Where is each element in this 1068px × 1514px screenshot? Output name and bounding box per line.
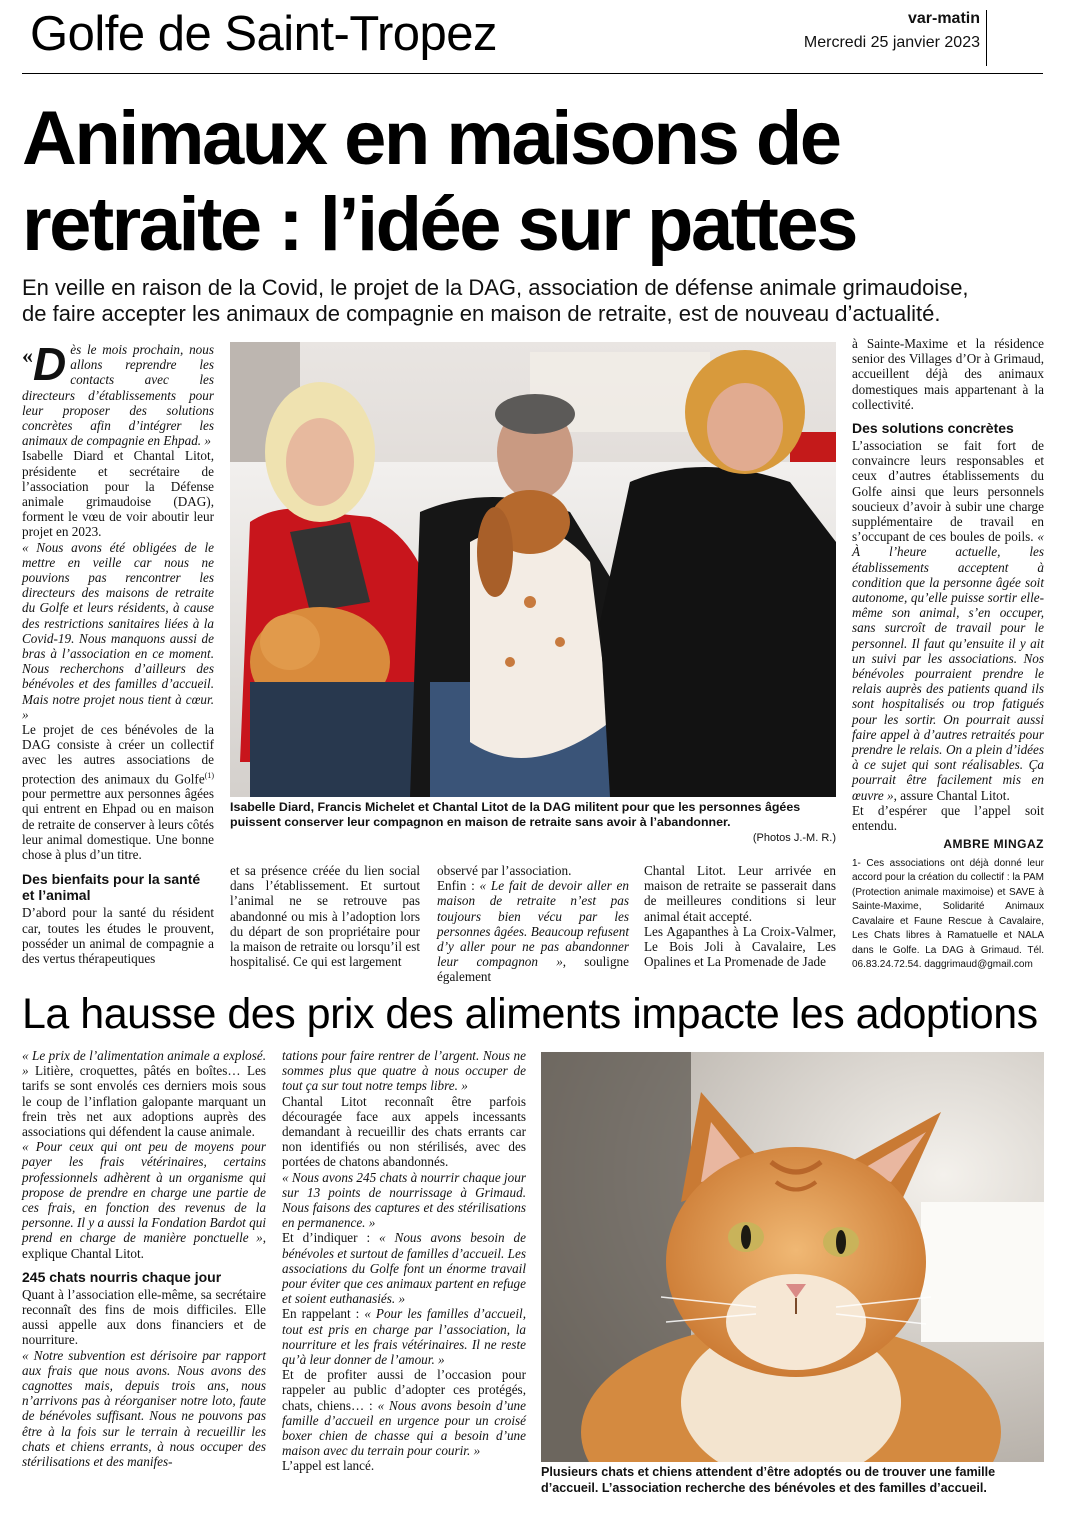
paragraph-text: Et d’indiquer : [282,1230,380,1246]
article-standfirst [22,275,1052,327]
article1-column-1 [22,338,214,966]
cat-photo-illustration [541,1052,1044,1462]
paragraph-quote: « Pour ceux qui ont peu de moyens pour payer les frais vétérinaires, certains professionnels adhèrent à un organisme qui propose de prendre en charge une partie de ces frais, en fonction des revenus de la personne. Il y a aussi la Fondation Bardot qui prend en charge de manière ponctuelle » [22,1139,266,1246]
paragraph-text: , assure Chantal Litot. [893,787,1010,803]
paragraph-text: pour permettre aux personnes âgées qui entrent en Ehpad ou en maison de retraite de conserver à leurs côtés leur animal domestique. Une bonne chose à plus d’un titre. [22,786,214,863]
lead-paragraph [22,338,214,449]
paragraph: à Sainte-Maxime et la résidence senior des Villages d’Or à Grimaud, accueillent déjà des animaux domestiques mais appartenant à la collectivité. [852,336,1044,412]
photo-caption: Plusieurs chats et chiens attendent d’être adoptés ou de trouver une famille d’accueil. L’association recherche des bénévoles et des familles d’accueil. [541,1465,996,1495]
article1-column-5 [852,336,1044,973]
issue-date: Mercredi 25 janvier 2023 [803,34,980,51]
article1-column-3 [437,863,629,985]
paragraph-text: , souligne également [437,954,629,985]
paragraph [282,1230,526,1306]
paragraph: Quant à l’association elle-même, sa secrétaire reconnaît des fins de mois difficiles. Elle aussi appelle aux dons financiers et de nourriture. [22,1286,266,1348]
lead-text: ès le mois prochain, nous allons reprendre les contacts avec les directeurs d’établissements pour leur proposer des solutions concrètes afin d’intégrer les animaux de compagnie en Ehpad. » [22,342,214,449]
open-quote: « [22,343,33,368]
subheading: 245 chats nourris chaque jour [22,1268,222,1285]
paragraph-quote: « Nous avons 245 chats à nourrir chaque jour sur 13 points de nourrissage à Grimaud. Nous faisons des captures et des stérilisations en permanence. » [282,1169,526,1231]
photo-orange-cat [541,1052,1044,1462]
photo-illustration [230,342,836,797]
paragraph: et sa présence créée du lien social dans l’établissement. Et surtout l’animal ne se retrouve pas abandonné ou mis à l’adoption lors du départ de son propriétaire pour la maison de retraite ou lorsqu’il est hospitalisé. Ce qui est largement [230,863,420,970]
paragraph [282,1306,526,1367]
paragraph-text: L’association se fait fort de convaincre leurs responsables et ceux d’autres établissements du Golfe ainsi que leurs personnels soucieux d’avoir à subir une charge supplémentaire de travail en s’occupant de ces boules de poils. [852,438,1044,545]
article2-headline: La hausse des prix des aliments impacte les adoptions [22,990,1038,1038]
subheading: Des bienfaits pour la santé et l’animal [22,871,201,904]
paragraph-quote: « Nous avons besoin de bénévoles et surtout de familles d’accueil. Les associations du Golfe font un énorme travail pour éviter que ces animaux partent en refuge et soient euthanasiés. » [282,1230,526,1307]
article1-column-4 [644,863,836,969]
paragraph-text: , explique Chantal Litot. [22,1230,266,1261]
publication-name: var-matin [907,10,980,27]
paragraph [437,878,629,984]
drop-cap: D [33,338,67,390]
header-rule [22,73,1043,74]
paragraph-text: En rappelant : [282,1306,365,1322]
footnote-ref: (1) [204,770,214,780]
paragraph [282,1367,526,1458]
paragraph: Isabelle Diard et Chantal Litot, présidente et secrétaire de l’association pour la Défense animale grimaudoise (DAG), forment le vœu de voir aboutir leur projet en 2023. [22,448,214,540]
paragraph-text: Et de profiter aussi de l’occasion pour rappeler au public d’adopter ces protégés, chats, chiens… : [282,1367,526,1413]
paragraph [22,1139,266,1261]
paragraph-quote: tations pour faire rentrer de l’argent. Nous ne sommes plus que quatre à nous occuper de tout ça sur tout notre temps libre. » [282,1048,526,1094]
author-byline: AMBRE MINGAZ [943,837,1044,852]
paragraph: Chantal Litot. Leur arrivée en maison de retraite se passerait dans de meilleures conditions si leur animal était accepté. [644,863,836,924]
photo-credit: (Photos J.-M. R.) [752,832,836,844]
paragraph-text: Le projet de ces bénévoles de la DAG consiste à créer un collectif avec les autres associations de protection des animaux du Golfe [22,722,214,787]
photo-caption: Isabelle Diard, Francis Michelet et Chantal Litot de la DAG militent pour que les personnes âgées puissent conserver leur compagnon en maison de retraite sans avoir à l’abandonner. [230,800,801,829]
paragraph-quote: « Notre subvention est dérisoire par rapport aux frais que nous avons. Nous avons des cagnottes mais, depuis trois ans, nous n’arrivons pas à réorganiser notre loto, faute de bénévoles suffisant. Nous ne pouvons pas être à la fois sur le terrain à recueillir les chats et chiens errants, à nous occuper des stérilisations et des manifes- [22,1347,266,1470]
paragraph: Et d’espérer que l’appel soit entendu. [852,802,1044,834]
subheading: Des solutions concrètes [852,420,1014,437]
article1-column-2 [230,863,420,969]
paragraph-quote: « Pour les familles d’accueil, tout est pris en charge par l’association, la nourriture et les frais vétérinaires. Il ne reste qu’à leur donner de l’amour. » [282,1306,526,1368]
headline-line-1: Animaux en maisons de [22,96,840,181]
standfirst-line-1: En veille en raison de la Covid, le projet de la DAG, association de défense animale grimaudoise, [22,275,969,300]
paragraph [22,722,214,862]
paragraph-quote: « Nous avons été obligées de le mettre en veille car nous ne pouvions pas rencontrer les directeurs des maisons de retraite du Golfe et leurs résidents, à cause des restrictions sanitaires liées à la Covid-19. Nous manquons aussi de bras à l’association en ce moment. Nous recherchons d’ailleurs des bénévoles et des familles d’accueil. Mais notre projet nous tient à cœur. » [22,539,214,722]
article2-column-1 [22,1048,266,1469]
paragraph [852,438,1044,803]
paragraph: L’appel est lancé. [282,1458,375,1474]
standfirst-line-2: de faire accepter les animaux de compagnie en maison de retraite, est de nouveau d’actualité. [22,301,941,326]
paragraph: observé par l’association. [437,863,572,878]
paragraph: Les Agapanthes à La Croix-Valmer, Le Bois Joli à Cavalaire, Les Opalines et La Promenade de Jade [644,923,836,970]
paragraph [22,1048,266,1139]
paragraph-text: Litière, croquettes, pâtés en boîtes… Les tarifs se sont envolés ces derniers mois sous le coup de l’inflation galopante marquant un frein très net aux adoptions auprès des associations qui défendent la cause animale. [22,1063,266,1140]
paragraph: D’abord pour la santé du résident car, toutes les études le prouvent, posséder un animal de compagnie a des vertus thérapeutiques [22,905,214,966]
paragraph: Chantal Litot reconnaît être parfois découragée face aux appels incessants demandant à recueillir des chats errants car non identifiés ou non stérilisés, avec des portées de chatons abandonnés. [282,1093,526,1170]
header-divider [986,10,987,66]
paragraph-quote: « À l’heure actuelle, les établissements acceptent à condition que la personne âgée soit autonome, qu’elle puisse sortir elle-même son animal, s’en occuper, sans surcroît de travail pour le personnel. Il faut qu’ensuite il y ait un suivi par les associations. Nos bénévoles pourraient prendre le relais auprès des patients quand ils sont hospitalisés ou trop fatigués pour les sortir. On pourrait aussi faire appel à d’autres retraités pour prendre le relais. On a plein d’idées à ce sujet qui sont réalisables. Ça pourrait être facilement mis en œuvre » [852,529,1044,803]
article-headline [22,96,1052,268]
section-title: Golfe de Saint-Tropez [30,7,498,61]
paragraph-quote: « Le prix de l’alimentation animale a explosé. » [22,1048,266,1079]
headline-line-2: retraite : l’idée sur pattes [22,182,856,267]
paragraph-quote: « Le fait de devoir aller en maison de retraite n’est pas toujours bien vécu par les personnes âgées. Beaucoup refusent d’y aller pour ne pas abandonner leur compagnon » [437,878,630,970]
article2-column-2 [282,1048,526,1474]
paragraph-quote: « Nous avons besoin d’une famille d’accueil en urgence pour un croisé boxer chien de chasse qui a besoin d’une maison avec du terrain pour courir. » [282,1397,526,1459]
photo-volunteers-with-pets [230,342,836,797]
paragraph-text: Enfin : [437,878,480,894]
footnote: 1- Ces associations ont déjà donné leur accord pour la création du collectif : la PAM (Protection animale maximoise) et SAVE à Sainte-Maxime, Solidarité Animaux Cavalaire et Faune Rescue à Cavalaire, Les Chats libres à Ramatuelle et NALA dans le Golfe. La DAG à Grimaud. Tél. 06.83.24.72.54. daggrimaud@gmail.com [852,857,1044,970]
